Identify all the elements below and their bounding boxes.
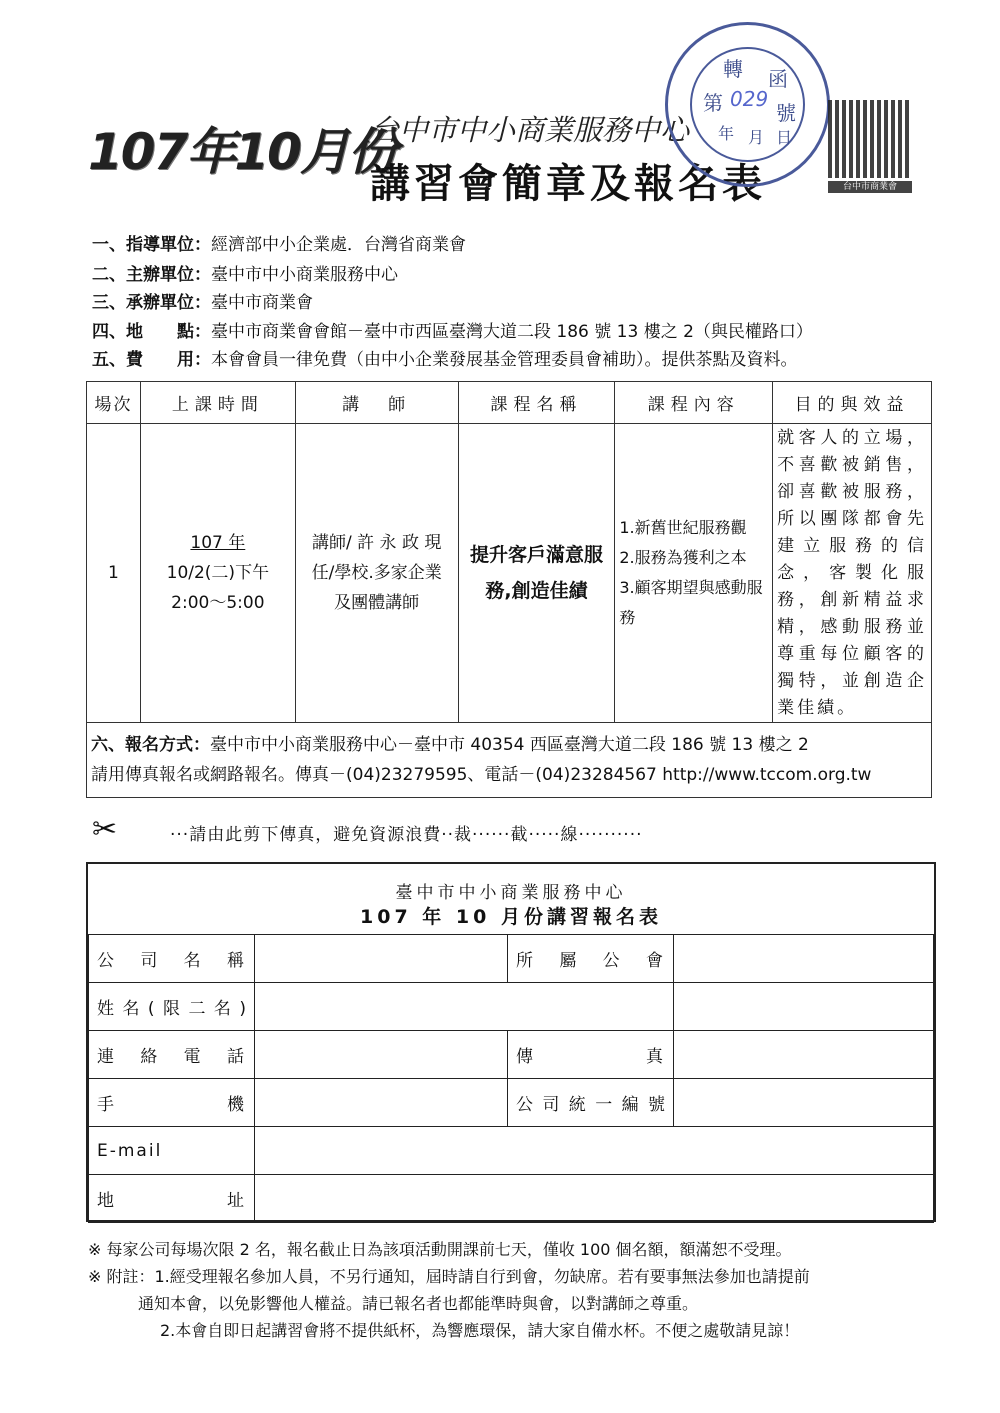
note-quota: ※ 每家公司每場次限 2 名，報名截止日為該項活動開課前七天，僅收 100 個名額，額滿恕不受理。 bbox=[88, 1240, 792, 1259]
scissors-icon: ✂ bbox=[92, 812, 118, 847]
label-phone: 連絡電話 bbox=[89, 1031, 255, 1079]
col-header: 講 師 bbox=[295, 382, 458, 424]
info-line bbox=[92, 235, 466, 255]
info-label: 四、地 點： bbox=[92, 322, 211, 342]
course-cell: 提升客戶滿意服務,創造佳績 bbox=[458, 424, 615, 723]
info-label: 五、費 用： bbox=[92, 350, 211, 370]
stamp-char: 月 bbox=[748, 128, 765, 147]
stamp-char: 轉 bbox=[723, 57, 743, 81]
form-title: 107 年 10 月份講習報名表 bbox=[360, 906, 662, 928]
info-value: 經濟部中小企業處．台灣省商業會 bbox=[211, 235, 466, 255]
signup-cell bbox=[87, 723, 932, 798]
label-fax: 傳真 bbox=[508, 1031, 674, 1079]
mobile-input[interactable] bbox=[255, 1079, 508, 1127]
registration-form bbox=[86, 862, 936, 1222]
info-value: 臺中市商業會 bbox=[211, 293, 313, 313]
col-header: 目的與效益 bbox=[773, 382, 932, 424]
info-line bbox=[92, 265, 398, 285]
stamp-char: 日 bbox=[776, 128, 793, 147]
note-cups: 2.本會自即日起講習會將不提供紙杯，為響應環保，請大家自備水杯。不便之處敬請見諒！ bbox=[160, 1321, 800, 1340]
time-cell bbox=[140, 424, 295, 723]
time-year: 107 年 bbox=[190, 533, 246, 553]
signup-label: 六、報名方式： bbox=[91, 735, 210, 755]
signup-address: 臺中市中小商業服務中心－臺中市 40354 西區臺灣大道二段 186 號 13 樓之 2 bbox=[210, 735, 809, 755]
course-table bbox=[86, 381, 932, 798]
label-name: 姓名(限二名) bbox=[89, 983, 255, 1031]
cut-line: ‧‧‧請由此剪下傳真，避免資源浪費‧‧裁‧‧‧‧‧‧截‧‧‧‧‧線‧‧‧‧‧‧‧‧‧‧ bbox=[170, 825, 643, 845]
col-header: 場次 bbox=[87, 382, 141, 424]
time-date: 10/2(二)下午 bbox=[166, 563, 270, 583]
fax-input[interactable] bbox=[674, 1031, 934, 1079]
info-line bbox=[92, 322, 813, 342]
stamp-char: 第 bbox=[703, 91, 723, 115]
info-value: 本會會員一律免費（由中小企業發展基金管理委員會補助）。提供茶點及資料。 bbox=[211, 350, 798, 370]
info-label: 一、指導單位： bbox=[92, 235, 211, 255]
content-item: 2.服務為獲利之本 bbox=[619, 548, 747, 567]
qr-code bbox=[828, 100, 912, 178]
stamp-number: 029 bbox=[730, 87, 769, 111]
lecturer-cell: 講師/ 許 永 政 現任/學校.多家企業及團體講師 bbox=[295, 424, 458, 723]
name-input-2[interactable] bbox=[674, 983, 934, 1031]
qr-label: 台中市商業會 bbox=[828, 181, 912, 193]
col-header: 課程內容 bbox=[615, 382, 773, 424]
content-cell bbox=[615, 424, 773, 723]
session-cell: 1 bbox=[87, 424, 141, 723]
address-input[interactable] bbox=[255, 1175, 934, 1223]
label-email: E-mail bbox=[89, 1127, 255, 1175]
benefit-cell: 就客人的立場，不喜歡被銷售，卻喜歡被服務，所以團隊都會先建立服務的信念，客製化服務，創新精益求精，感動服務並尊重每位顧客的獨特，並創造企業佳績。 bbox=[773, 424, 932, 723]
time-hours: 2:00～5:00 bbox=[171, 593, 265, 613]
info-label: 二、主辦單位： bbox=[92, 265, 211, 285]
info-label: 三、承辦單位： bbox=[92, 293, 211, 313]
name-input-1[interactable] bbox=[255, 983, 674, 1031]
guild-input[interactable] bbox=[674, 935, 934, 983]
stamp-char: 函 bbox=[768, 67, 788, 91]
content-item: 3.顧客期望與感動服務 bbox=[619, 578, 763, 627]
company-input[interactable] bbox=[255, 935, 508, 983]
table-row bbox=[87, 424, 932, 723]
col-header: 課程名稱 bbox=[458, 382, 615, 424]
email-input[interactable] bbox=[255, 1127, 934, 1175]
note-attendance: ※ 附註：1.經受理報名參加人員，不另行通知，屆時請自行到會，勿缺席。若有要事無法參加也請提前 bbox=[88, 1267, 810, 1286]
label-address: 地址 bbox=[89, 1175, 255, 1223]
label-company: 公司名稱 bbox=[89, 935, 255, 983]
phone-input[interactable] bbox=[255, 1031, 508, 1079]
tax-id-input[interactable] bbox=[674, 1079, 934, 1127]
stamp-seal bbox=[665, 22, 830, 187]
info-value: 臺中市中小商業服務中心 bbox=[211, 265, 398, 285]
info-line bbox=[92, 293, 313, 313]
stamp-char: 號 bbox=[776, 101, 796, 125]
title-month: 107年10月份 bbox=[88, 123, 396, 181]
info-line bbox=[92, 350, 798, 370]
info-value: 臺中市商業會會館－臺中市西區臺灣大道二段 186 號 13 樓之 2（與民權路口） bbox=[211, 322, 813, 342]
stamp-char: 年 bbox=[718, 124, 735, 143]
page-title: 講習會簡章及報名表 bbox=[370, 161, 766, 207]
col-header: 上課時間 bbox=[140, 382, 295, 424]
organizer-name: 台中市中小商業服務中心 bbox=[370, 113, 690, 147]
label-guild: 所屬公會 bbox=[508, 935, 674, 983]
note-attendance-cont: 通知本會，以免影響他人權益。請已報名者也都能準時與會，以對講師之尊重。 bbox=[138, 1294, 699, 1313]
form-org: 臺中市中小商業服務中心 bbox=[395, 883, 627, 903]
content-item: 1.新舊世紀服務觀 bbox=[619, 518, 747, 537]
label-mobile: 手機 bbox=[89, 1079, 255, 1127]
label-tax-id: 公司統一編號 bbox=[508, 1079, 674, 1127]
signup-contact: 請用傳真報名或網路報名。傳真－(04)23279595、電話－(04)23284567 http://www.tccom.org.tw bbox=[91, 765, 872, 785]
